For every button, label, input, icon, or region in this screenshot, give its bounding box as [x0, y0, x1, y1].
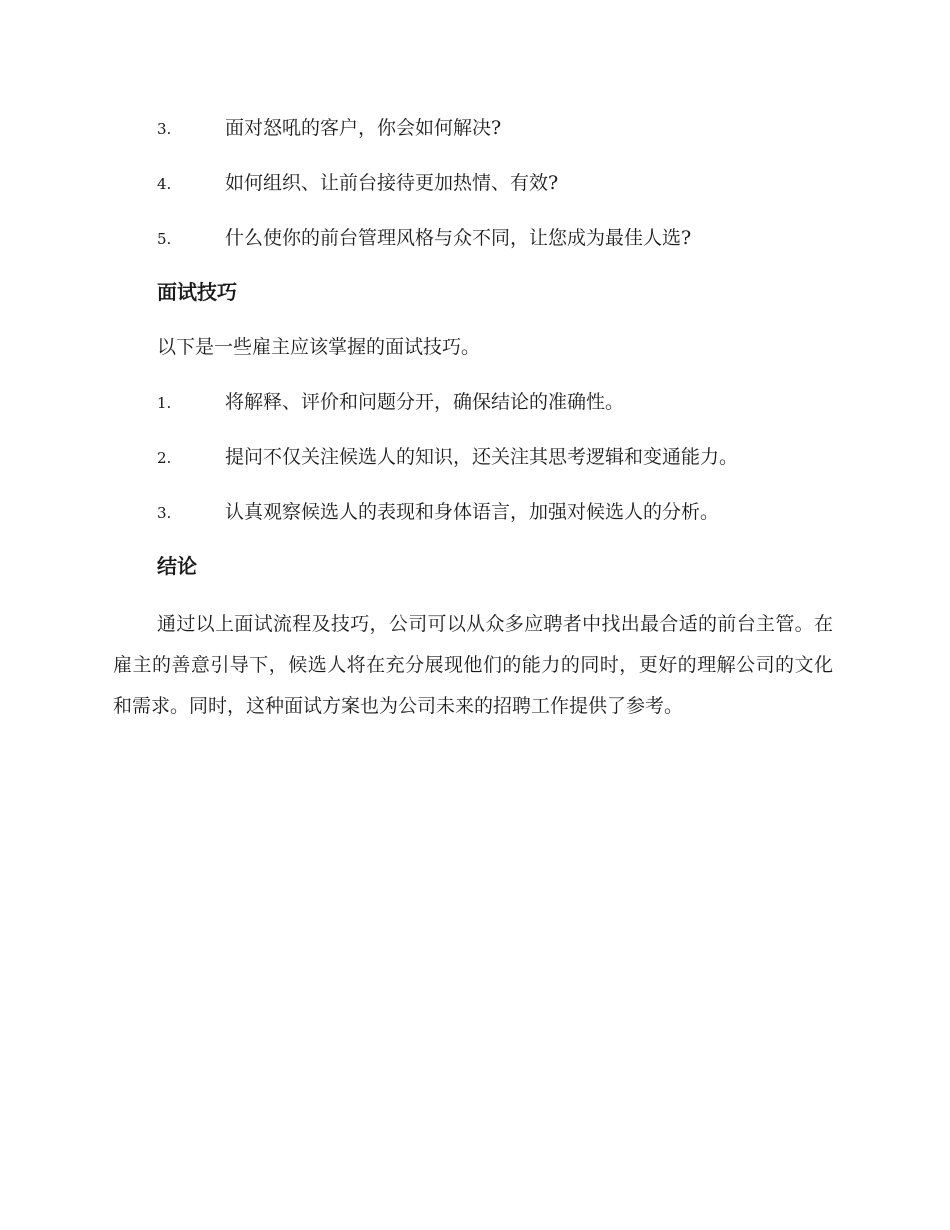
list-number: 5.	[157, 230, 172, 248]
list-number: 4.	[157, 175, 172, 193]
list-text: 如何组织、让前台接待更加热情、有效?	[225, 172, 559, 194]
section-heading-conclusion: 结论	[157, 554, 197, 578]
list-number: 2.	[157, 449, 172, 467]
list-number: 3.	[157, 120, 172, 138]
list-item	[157, 388, 857, 417]
list-text: 提问不仅关注候选人的知识，还关注其思考逻辑和变通能力。	[225, 446, 739, 468]
list-text: 认真观察候选人的表现和身体语言，加强对候选人的分析。	[225, 501, 720, 523]
list-item	[157, 169, 857, 198]
section-intro: 以下是一些雇主应该掌握的面试技巧。	[157, 336, 481, 358]
list-item	[157, 498, 857, 527]
section-heading-tips: 面试技巧	[157, 280, 237, 304]
list-number: 3.	[157, 504, 172, 522]
list-item	[157, 114, 857, 143]
list-text: 将解释、评价和问题分开，确保结论的准确性。	[225, 391, 625, 413]
list-text: 面对怒吼的客户，你会如何解决?	[225, 117, 502, 139]
list-item	[157, 224, 857, 253]
list-text: 什么使你的前台管理风格与众不同，让您成为最佳人选?	[225, 227, 692, 249]
conclusion-paragraph: 通过以上面试流程及技巧，公司可以从众多应聘者中找出最合适的前台主管。在雇主的善意引导下，候选人将在充分展现他们的能力的同时，更好的理解公司的文化和需求。同时，这种面试方案也为公司未来的招聘工作提供了参考。	[113, 613, 833, 717]
list-item	[157, 443, 857, 472]
list-number: 1.	[157, 394, 172, 412]
